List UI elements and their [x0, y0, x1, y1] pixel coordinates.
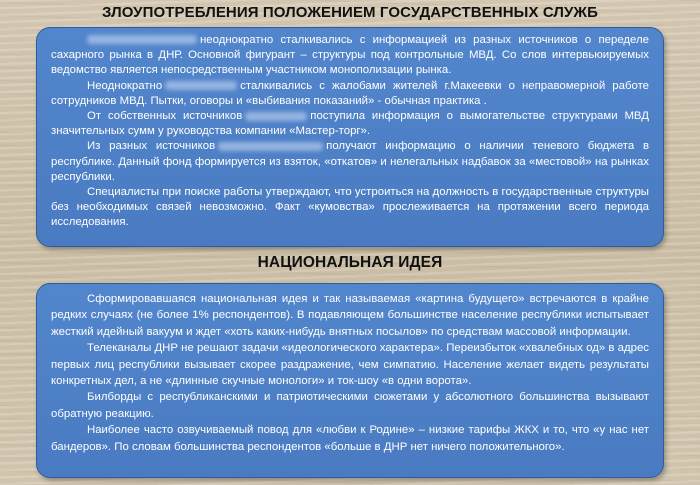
redacted-text	[165, 81, 237, 90]
paragraph-text: поступила информация о вымогательстве структурами МВД значительных сумм у руководства компании «Мастер-торг».	[51, 110, 649, 138]
paragraph: Телеканалы ДНР не решают задачи «идеологического характера». Переизбыток «хвалебных од» в адрес первых лиц республики вызывает скорее раздражение, чем симпатию. Население желает видеть результаты конкретных дел, а не «длинные скучные монологи» и ток-шоу «в одни ворота».	[51, 342, 649, 388]
paragraph: Сформировавшаяся национальная идея и так называемая «картина будущего» встречаются в крайне редких случаях (не более 1% респондентов). В подавляющем большинстве население республики испытывает жесткий идейный вакуум и ждет «хоть каких-нибудь внятных посылов» по средствам массовой информации.	[51, 293, 649, 338]
abuse-panel	[36, 27, 664, 247]
redacted-text	[87, 35, 197, 44]
paragraph-text: Неоднократно	[87, 79, 163, 92]
paragraph-text: От собственных источников	[87, 110, 243, 123]
paragraph-text: сталкивались с жалобами жителей г.Макеевки о неправомерной работе сотрудников МВД. Пытки, оговоры и «выбивания показаний» - обычная практика .	[51, 79, 649, 107]
redacted-text	[218, 142, 323, 151]
paragraph	[51, 139, 649, 185]
paragraph	[51, 33, 649, 79]
section-title-abuse: ЗЛОУПОТРЕБЛЕНИЯ ПОЛОЖЕНИЕМ ГОСУДАРСТВЕННЫХ СЛУЖБ	[102, 4, 598, 21]
paragraph-text: получают информацию о наличии теневого бюджета в республике. Данный фонд формируется из взяток, «откатов» и нелегальных надбавок за «местовой» на рынках республики.	[51, 140, 650, 183]
paragraph-text: неоднократно сталкивались с информацией из разных источников о переделе сахарного рынка в ДНР. Основной фигурант – структуры под контрольные МВД. Со слов интервьюируемых ведомство является непосредственным участником монополизации рынка.	[51, 34, 649, 77]
paragraph: Билборды с республиканскими и патриотическими сюжетами у абсолютного большинства вызывают обратную реакцию.	[51, 391, 649, 420]
national-idea-panel	[36, 283, 664, 478]
section-title-national-idea: НАЦИОНАЛЬНАЯ ИДЕЯ	[257, 254, 443, 271]
paragraph-text: Специалисты при поиске работы утверждают, что устроиться на должность в государственные структуры без необходимых связей невозможно. Факт «кумовства» прослеживается на протяжении всего периода исследования.	[51, 186, 649, 229]
paragraph	[51, 109, 649, 139]
paragraph-text: Из разных источников	[87, 140, 216, 153]
redacted-text	[245, 112, 307, 121]
paragraph	[51, 79, 649, 109]
paragraph: Наиболее часто озвучиваемый повод для «любви к Родине» – низкие тарифы ЖКХ и то, что «у нас нет бандеров». По словам большинства респондентов «больше в ДНР нет ничего положительного».	[51, 424, 649, 453]
paragraph	[51, 185, 649, 231]
